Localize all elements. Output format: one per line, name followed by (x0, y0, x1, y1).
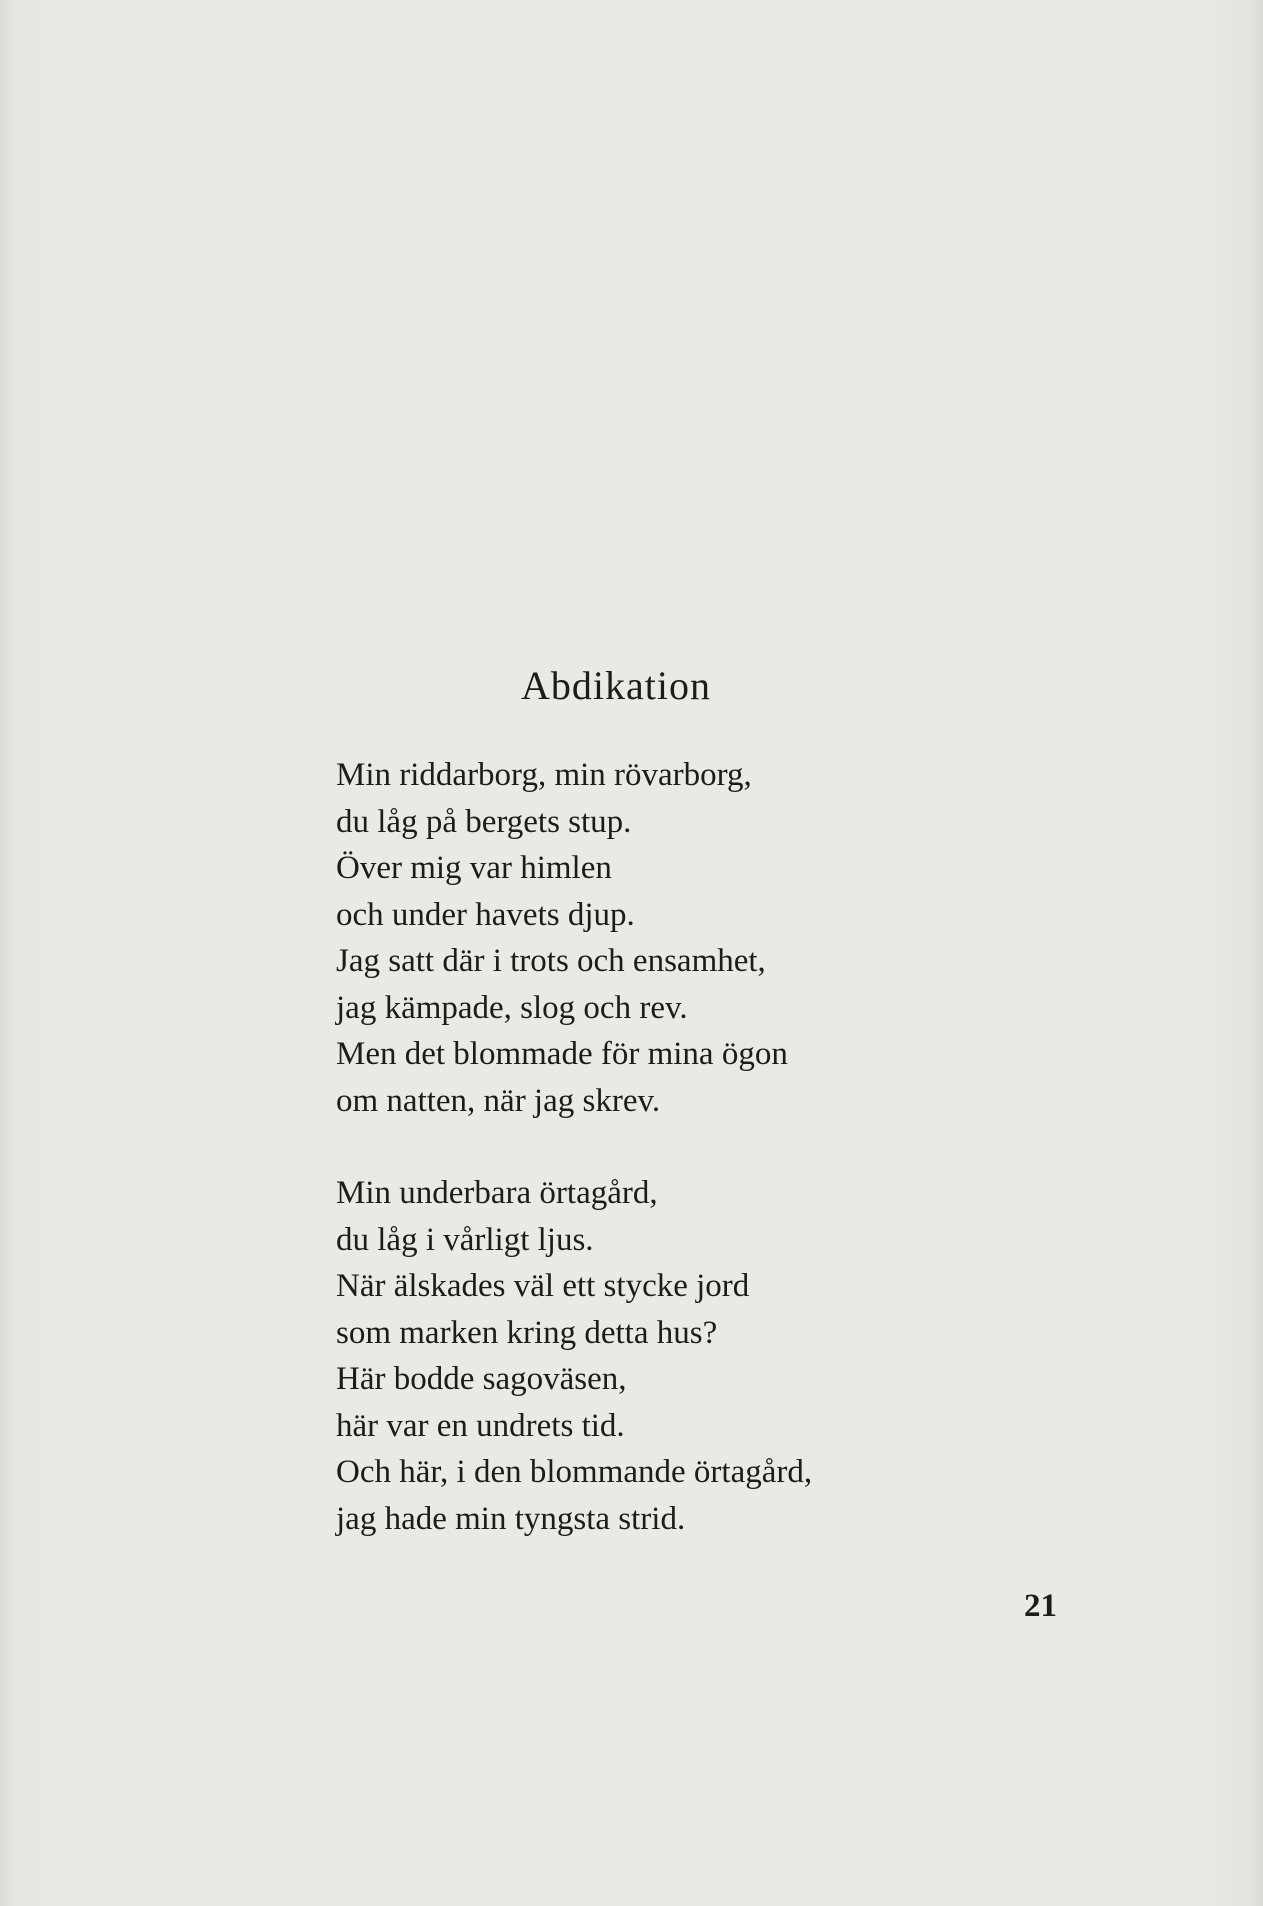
stanza-2 (336, 1170, 812, 1542)
poem-line: och under havets djup. (336, 896, 635, 933)
poem-line: Här bodde sagoväsen, (336, 1361, 627, 1397)
poem-line: du låg i vårligt ljus. (336, 1221, 594, 1258)
poem-line: Över mig var himlen (336, 850, 612, 886)
poem-line: Min underbara örtagård, (336, 1175, 658, 1211)
page-number: 21 (1024, 1588, 1057, 1624)
stanza-1 (336, 752, 812, 1124)
poem-line: om natten, när jag skrev. (336, 1082, 661, 1119)
poem-line: Och här, i den blommande örtagård, (336, 1454, 813, 1490)
poem-body (336, 752, 812, 1542)
poem-line: jag hade min tyngsta strid. (336, 1500, 686, 1537)
poem-title: Abdikation (521, 663, 711, 708)
poem-line: här var en undrets tid. (336, 1407, 625, 1444)
poem-line: Jag satt där i trots och ensamhet, (336, 943, 766, 979)
poem-line: Min riddarborg, min rövarborg, (336, 757, 752, 793)
poem-line: Men det blommade för mina ögon (336, 1036, 788, 1072)
poem-line: jag kämpade, slog och rev. (336, 989, 688, 1026)
poem-line: som marken kring detta hus? (336, 1314, 718, 1351)
poem-line: När älskades väl ett stycke jord (336, 1268, 750, 1304)
poem-line: du låg på bergets stup. (336, 803, 632, 840)
